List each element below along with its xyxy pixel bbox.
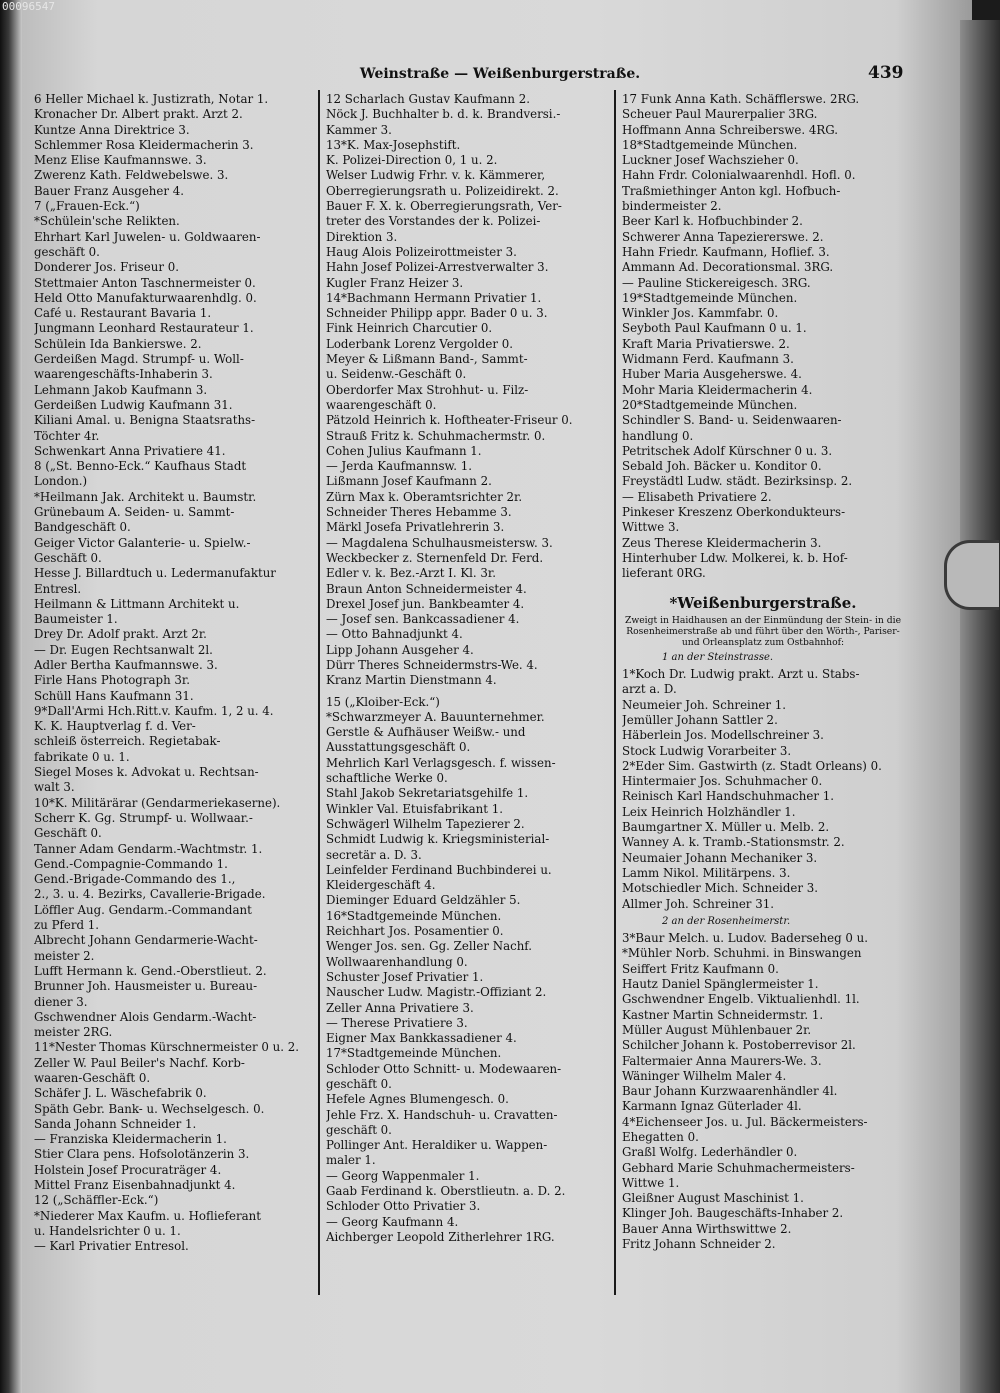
directory-entry: Märkl Josefa Privatlehrerin 3. <box>326 520 505 535</box>
directory-entry: Karmann Ignaz Güterlader 4l. <box>622 1099 802 1114</box>
page-number: 439 <box>868 63 904 83</box>
directory-entry: Ammann Ad. Decorationsmal. 3RG. <box>622 260 834 275</box>
directory-entry: Beer Karl k. Hofbuchbinder 2. <box>622 214 803 229</box>
directory-entry: 12 („Schäffler-Eck.“) <box>34 1193 159 1208</box>
directory-entry: fabrikate 0 u. 1. <box>34 749 130 764</box>
directory-entry: Gerdeißen Ludwig Kaufmann 31. <box>34 397 233 412</box>
directory-entry: Freystädtl Ludw. städt. Bezirksinsp. 2. <box>622 474 853 489</box>
directory-entry: 20*Stadtgemeinde München. <box>622 397 798 412</box>
directory-entry: Schneider Philipp appr. Bader 0 u. 3. <box>326 306 548 321</box>
directory-entry: Kraft Maria Privatierswe. 2. <box>622 336 790 351</box>
directory-entry: Firle Hans Photograph 3r. <box>34 673 191 688</box>
directory-entry: Winkler Jos. Kammfabr. 0. <box>622 306 779 321</box>
directory-entry: Neumeier Joh. Schreiner 1. <box>622 697 787 712</box>
directory-entry: Tanner Adam Gendarm.-Wachtmstr. 1. <box>34 841 263 856</box>
directory-entry: Kiliani Amal. u. Benigna Staatsraths- <box>34 413 256 428</box>
directory-entry: London.) <box>34 474 88 489</box>
directory-entry: Nöck J. Buchhalter b. d. k. Brandversi.- <box>326 107 561 122</box>
directory-entry: *Mühler Norb. Schuhmi. in Binswangen <box>622 946 862 961</box>
directory-entry: Kranz Martin Dienstmann 4. <box>326 673 497 688</box>
directory-entry: waarengeschäft 0. <box>326 397 437 412</box>
directory-entry: *Schwarzmeyer A. Bauunternehmer. <box>326 709 545 724</box>
directory-entry: Hesse J. Billardtuch u. Ledermanufaktur <box>34 566 276 581</box>
directory-entry: Hefele Agnes Blumengesch. 0. <box>326 1092 509 1107</box>
directory-entry: Petritschek Adolf Kürschner 0 u. 3. <box>622 443 833 458</box>
directory-column-3 <box>622 92 904 1252</box>
directory-entry: 3*Baur Melch. u. Ludov. Baderseheg 0 u. <box>622 931 868 946</box>
directory-entry: secretär a. D. 3. <box>326 847 422 862</box>
column-rule <box>318 90 320 1295</box>
directory-entry: 4*Eichenseer Jos. u. Jul. Bäckermeisters- <box>622 1114 868 1129</box>
directory-entry: — Josef sen. Bankcassadiener 4. <box>326 612 520 627</box>
directory-entry: Schloder Otto Schnitt- u. Modewaaren- <box>326 1061 562 1076</box>
directory-entry: Drey Dr. Adolf prakt. Arzt 2r. <box>34 627 207 642</box>
directory-entry: Schlemmer Rosa Kleidermacherin 3. <box>34 137 254 152</box>
directory-entry: 9*Dall'Armi Hch.Ritt.v. Kaufm. 1, 2 u. 4. <box>34 703 274 718</box>
directory-entry: Direktion 3. <box>326 229 398 244</box>
directory-entry: Schloder Otto Privatier 3. <box>326 1199 481 1214</box>
directory-entry: Wittwe 1. <box>622 1175 680 1190</box>
directory-entry: Leinfelder Ferdinand Buchbinderei u. <box>326 862 552 877</box>
directory-entry: Heilmann & Littmann Architekt u. <box>34 596 240 611</box>
directory-entry: Wenger Jos. sen. Gg. Zeller Nachf. <box>326 939 533 954</box>
directory-entry: treter des Vorstandes der k. Polizei- <box>326 214 541 229</box>
directory-entry: u. Handelsrichter 0 u. 1. <box>34 1223 181 1238</box>
directory-entry: Schilcher Johann k. Postoberrevisor 2l. <box>622 1038 856 1053</box>
directory-entry: walt 3. <box>34 780 75 795</box>
directory-entry: Kammer 3. <box>326 122 392 137</box>
directory-entry: zu Pferd 1. <box>34 918 100 933</box>
directory-entry: — Franziska Kleidermacherin 1. <box>34 1132 227 1147</box>
directory-entry: Bandgeschäft 0. <box>34 520 131 535</box>
directory-entry: u. Seidenw.-Geschäft 0. <box>326 367 467 382</box>
directory-entry: Hahn Friedr. Kaufmann, Hoflief. 3. <box>622 244 830 259</box>
directory-entry: Edler v. k. Bez.-Arzt I. Kl. 3r. <box>326 566 497 581</box>
directory-entry: Zeller W. Paul Beiler's Nachf. Korb- <box>34 1055 245 1070</box>
directory-entry: 10*K. Militärärar (Gendarmeriekaserne). <box>34 795 281 810</box>
directory-entry: diener 3. <box>34 994 88 1009</box>
directory-column-2 <box>326 92 612 1245</box>
running-head: Weinstraße — Weißenburgerstraße. <box>359 66 641 82</box>
directory-entry: Fink Heinrich Charcutier 0. <box>326 321 493 336</box>
directory-entry: Brunner Joh. Hausmeister u. Bureau- <box>34 979 258 994</box>
directory-entry: 6 Heller Michael k. Justizrath, Notar 1. <box>34 92 269 106</box>
directory-entry: Schwägerl Wilhelm Tapezierer 2. <box>326 816 525 831</box>
directory-entry: Baumeister 1. <box>34 612 118 627</box>
directory-entry: Zeller Anna Privatiere 3. <box>326 1000 474 1015</box>
directory-entry: Holstein Josef Procuraträger 4. <box>34 1162 222 1177</box>
directory-entry: Geschäft 0. <box>34 826 102 841</box>
directory-entry: Schwenkart Anna Privatiere 41. <box>34 443 226 458</box>
directory-entry: Klinger Joh. Baugeschäfts-Inhaber 2. <box>622 1206 844 1221</box>
directory-entry: Gend.-Brigade-Commando des 1., <box>34 872 236 887</box>
directory-entry: Gerstle & Aufhäuser Weißw.- und <box>326 725 526 740</box>
directory-entry: Scheuer Paul Maurerpalier 3RG. <box>622 107 818 122</box>
directory-entry: lieferant 0RG. <box>622 566 706 581</box>
directory-entry: Dieminger Eduard Geldzähler 5. <box>326 893 521 908</box>
directory-entry: Pätzold Heinrich k. Hoftheater-Friseur 0. <box>326 413 573 428</box>
directory-entry: Schäfer J. L. Wäschefabrik 0. <box>34 1086 207 1101</box>
directory-entry: Sanda Johann Schneider 1. <box>34 1116 197 1131</box>
directory-entry: Reinisch Karl Handschuhmacher 1. <box>622 789 834 804</box>
directory-entry: Bauer Anna Wirthswittwe 2. <box>622 1221 792 1236</box>
directory-entry: — Pauline Stickereigesch. 3RG. <box>622 275 811 290</box>
directory-entry: Held Otto Manufakturwaarenhdlg. 0. <box>34 290 257 305</box>
directory-entry: 19*Stadtgemeinde München. <box>622 290 798 305</box>
directory-entry: Gschwendner Alois Gendarm.-Wacht- <box>34 1009 257 1024</box>
directory-entry: Reichhart Jos. Posamentier 0. <box>326 924 504 939</box>
directory-entry: Gaab Ferdinand k. Oberstlieutn. a. D. 2. <box>326 1184 566 1199</box>
directory-entry: Hoffmann Anna Schreiberswe. 4RG. <box>622 122 839 137</box>
directory-entry: Hahn Frdr. Colonialwaarenhdl. Hofl. 0. <box>622 168 856 183</box>
directory-entry: Schindler S. Band- u. Seidenwaaren- <box>622 413 842 428</box>
directory-entry: Aichberger Leopold Zitherlehrer 1RG. <box>326 1229 555 1244</box>
directory-entry: Lipp Johann Ausgeher 4. <box>326 642 474 657</box>
directory-entry: Baur Johann Kurzwaarenhändler 4l. <box>622 1084 838 1099</box>
directory-entry: waaren-Geschäft 0. <box>34 1071 151 1085</box>
directory-entry: Huber Maria Ausgeherswe. 4. <box>622 367 802 382</box>
directory-entry: Hintermaier Jos. Schuhmacher 0. <box>622 774 823 789</box>
directory-entry: 12 Scharlach Gustav Kaufmann 2. <box>326 92 530 106</box>
directory-entry: Müller August Mühlenbauer 2r. <box>622 1022 812 1037</box>
directory-entry: Gend.-Compagnie-Commando 1. <box>34 856 228 871</box>
directory-entry: schleiß österreich. Regietabak- <box>34 734 221 749</box>
directory-entry: Ehrhart Karl Juwelen- u. Goldwaaren- <box>34 229 261 244</box>
directory-entry: Lißmann Josef Kaufmann 2. <box>326 474 492 489</box>
directory-entry: Scherr K. Gg. Strumpf- u. Wollwaar.- <box>34 810 253 825</box>
directory-entry: — Magdalena Schulhausmeistersw. 3. <box>326 535 553 550</box>
directory-entry: Allmer Joh. Schreiner 31. <box>622 896 774 911</box>
directory-entry: geschäft 0. <box>326 1077 392 1091</box>
directory-entry: Schmidt Ludwig k. Kriegsministerial- <box>326 832 550 847</box>
directory-entry: — Therese Privatiere 3. <box>326 1015 468 1030</box>
directory-entry: 17*Stadtgemeinde München. <box>326 1046 502 1061</box>
scan-id: 00096547 <box>2 0 55 13</box>
directory-entry: Siegel Moses k. Advokat u. Rechtsan- <box>34 765 259 780</box>
directory-entry: Gebhard Marie Schuhmachermeisters- <box>622 1160 855 1175</box>
directory-entry: Meyer & Lißmann Band-, Sammt- <box>326 352 528 367</box>
directory-entry: 2., 3. u. 4. Bezirks, Cavallerie-Brigade. <box>34 887 266 902</box>
directory-entry: Gleißner August Maschinist 1. <box>622 1191 804 1206</box>
directory-entry: Schülein Ida Bankierswe. 2. <box>34 336 202 351</box>
directory-entry: — Georg Wappenmaler 1. <box>326 1168 480 1183</box>
directory-entry: Häberlein Jos. Modellschreiner 3. <box>622 728 824 743</box>
directory-entry: — Jerda Kaufmannsw. 1. <box>326 459 472 474</box>
directory-entry: Gschwendner Engelb. Viktualienhdl. 1l. <box>622 992 860 1007</box>
directory-entry: Faltermaier Anna Maurers-We. 3. <box>622 1053 822 1068</box>
directory-entry: 11*Nester Thomas Kürschnermeister 0 u. 2. <box>34 1040 299 1055</box>
directory-entry: Ehegatten 0. <box>622 1130 699 1144</box>
crossing-marker: 2 an der Rosenheimerstr. <box>662 915 791 927</box>
directory-entry: Zwerenz Kath. Feldwebelswe. 3. <box>34 168 229 183</box>
directory-entry: Geiger Victor Galanterie- u. Spielw.- <box>34 535 251 550</box>
directory-entry: Hahn Josef Polizei-Arrestverwalter 3. <box>326 260 549 275</box>
directory-entry: Luckner Josef Wachszieher 0. <box>622 153 799 168</box>
directory-entry: Mehrlich Karl Verlagsgesch. f. wissen- <box>326 755 556 770</box>
directory-entry: bindermeister 2. <box>622 199 722 214</box>
directory-entry: Fritz Johann Schneider 2. <box>622 1237 776 1252</box>
directory-entry: Zürn Max k. Oberamtsrichter 2r. <box>326 489 523 504</box>
directory-entry: arzt a. D. <box>622 682 677 697</box>
directory-entry: Baumgartner X. Müller u. Melb. 2. <box>622 820 830 835</box>
directory-entry: Winkler Val. Etuisfabrikant 1. <box>326 801 503 816</box>
page-edge <box>960 20 1000 1393</box>
directory-entry: Adler Bertha Kaufmannswe. 3. <box>34 657 218 672</box>
directory-entry: meister 2RG. <box>34 1025 113 1040</box>
directory-entry: Pollinger Ant. Heraldiker u. Wappen- <box>326 1138 548 1153</box>
directory-entry: Donderer Jos. Friseur 0. <box>34 260 179 275</box>
directory-entry: Entresl. <box>34 581 82 596</box>
directory-entry: Hautz Daniel Spänglermeister 1. <box>622 977 819 992</box>
directory-entry: 14*Bachmann Hermann Privatier 1. <box>326 290 542 305</box>
crossing-marker: 1 an der Steinstrasse. <box>662 651 774 663</box>
directory-entry: 1*Koch Dr. Ludwig prakt. Arzt u. Stabs- <box>622 667 860 682</box>
directory-entry: geschäft 0. <box>34 244 100 259</box>
directory-entry: — Karl Privatier Entresol. <box>34 1239 189 1254</box>
directory-entry: Loderbank Lorenz Vergolder 0. <box>326 336 513 351</box>
directory-entry: Braun Anton Schneidermeister 4. <box>326 581 527 596</box>
directory-entry: 8 („St. Benno-Eck.“ Kaufhaus Stadt <box>34 459 247 474</box>
directory-entry: Lehmann Jakob Kaufmann 3. <box>34 382 208 397</box>
street-description: Zweigt in Haidhausen an der Einmündung der Stein- in die Rosenheimerstraße ab und führt über den Wörth-, Pariser- und Orleansplatz zum Ostbahnhof: <box>624 614 902 648</box>
directory-entry: Geschäft 0. <box>34 550 102 565</box>
directory-entry: 2*Eder Sim. Gastwirth (z. Stadt Orleans) 0. <box>622 758 882 773</box>
directory-entry: Lufft Hermann k. Gend.-Oberstlieut. 2. <box>34 963 267 978</box>
directory-entry: Löffler Aug. Gendarm.-Commandant <box>34 902 252 917</box>
directory-entry: Widmann Ferd. Kaufmann 3. <box>622 352 794 367</box>
directory-entry: Kuntze Anna Direktrice 3. <box>34 122 190 137</box>
directory-entry: 13*K. Max-Josephstift. <box>326 137 461 152</box>
directory-entry: Sebald Joh. Bäcker u. Konditor 0. <box>622 459 822 474</box>
directory-entry: Späth Gebr. Bank- u. Wechselgesch. 0. <box>34 1101 265 1116</box>
directory-entry: Strauß Fritz k. Schuhmachermstr. 0. <box>326 428 546 443</box>
book-spine <box>0 0 22 1393</box>
directory-entry: Schüll Hans Kaufmann 31. <box>34 688 194 703</box>
directory-entry: Nauscher Ludw. Magistr.-Offiziant 2. <box>326 985 547 1000</box>
directory-entry: Ausstattungsgeschäft 0. <box>326 740 471 755</box>
street-heading: *Weißenburgerstraße. <box>669 593 857 612</box>
directory-entry: — Otto Bahnadjunkt 4. <box>326 627 463 642</box>
directory-entry: Dürr Theres Schneidermstrs-We. 4. <box>326 657 538 672</box>
directory-entry: Jehle Frz. X. Handschuh- u. Cravatten- <box>326 1107 558 1122</box>
directory-entry: *Niederer Max Kaufm. u. Hoflieferant <box>34 1208 261 1223</box>
directory-entry: maler 1. <box>326 1153 376 1168</box>
directory-entry: Stahl Jakob Sekretariatsgehilfe 1. <box>326 786 529 801</box>
directory-entry: handlung 0. <box>622 428 694 443</box>
directory-entry: meister 2. <box>34 948 95 963</box>
directory-entry: Schneider Theres Hebamme 3. <box>326 505 512 520</box>
directory-entry: Bauer F. X. k. Oberregierungsrath, Ver- <box>326 199 562 214</box>
directory-entry: Kronacher Dr. Albert prakt. Arzt 2. <box>34 107 243 122</box>
directory-entry: Eigner Max Bankkassadiener 4. <box>326 1031 517 1046</box>
directory-entry: — Georg Kaufmann 4. <box>326 1214 459 1229</box>
directory-entry: Jemüller Johann Sattler 2. <box>622 712 778 727</box>
directory-entry: Schwerer Anna Tapeziererswe. 2. <box>622 229 824 244</box>
directory-entry: — Elisabeth Privatiere 2. <box>622 489 772 504</box>
directory-entry: schaftliche Werke 0. <box>326 771 448 786</box>
directory-entry: Café u. Restaurant Bavaria 1. <box>34 306 212 321</box>
directory-entry: Drexel Josef jun. Bankbeamter 4. <box>326 596 525 611</box>
directory-entry: Weckbecker z. Sternenfeld Dr. Ferd. <box>326 550 544 565</box>
directory-entry: 7 („Frauen-Eck.“) <box>34 199 140 214</box>
directory-entry: Haug Alois Polizeirottmeister 3. <box>326 244 517 259</box>
directory-entry: waarengeschäfts-Inhaberin 3. <box>34 367 213 382</box>
directory-entry: *Heilmann Jak. Architekt u. Baumstr. <box>34 489 257 504</box>
directory-entry: Kugler Franz Heizer 3. <box>326 275 464 290</box>
directory-entry: Leix Heinrich Holzhändler 1. <box>622 804 796 819</box>
directory-entry: Lamm Nikol. Militärpens. 3. <box>622 865 791 880</box>
directory-entry: Kastner Martin Schneidermstr. 1. <box>622 1007 824 1022</box>
directory-entry: Stock Ludwig Vorarbeiter 3. <box>622 743 792 758</box>
directory-entry: Jungmann Leonhard Restaurateur 1. <box>34 321 254 336</box>
directory-entry: Graßl Wolfg. Lederhändler 0. <box>622 1145 798 1160</box>
directory-entry: 17 Funk Anna Kath. Schäfflerswe. 2RG. <box>622 92 860 106</box>
directory-entry: Albrecht Johann Gendarmerie-Wacht- <box>34 933 258 948</box>
directory-entry: Seiffert Fritz Kaufmann 0. <box>622 961 779 976</box>
directory-entry: Oberregierungsrath u. Polizeidirekt. 2. <box>326 183 559 198</box>
column-rule <box>614 90 616 1295</box>
directory-entry: Pinkeser Kreszenz Oberkondukteurs- <box>622 505 846 520</box>
directory-entry: 16*Stadtgemeinde München. <box>326 908 502 923</box>
directory-entry: Mohr Maria Kleidermacherin 4. <box>622 382 813 397</box>
directory-entry: Mittel Franz Eisenbahnadjunkt 4. <box>34 1178 236 1193</box>
directory-entry: 18*Stadtgemeinde München. <box>622 137 798 152</box>
directory-entry: 15 („Kloiber-Eck.“) <box>326 694 440 709</box>
directory-entry: Töchter 4r. <box>34 428 100 443</box>
directory-entry: Welser Ludwig Frhr. v. k. Kämmerer, <box>326 168 546 183</box>
directory-entry: K. K. Hauptverlag f. d. Ver- <box>34 719 196 734</box>
directory-entry: — Dr. Eugen Rechtsanwalt 2l. <box>34 642 213 657</box>
directory-entry: K. Polizei-Direction 0, 1 u. 2. <box>326 153 498 168</box>
directory-entry: Wäninger Wilhelm Maler 4. <box>622 1068 787 1083</box>
directory-entry: Wanney A. k. Tramb.-Stationsmstr. 2. <box>622 835 845 850</box>
directory-entry: Stettmaier Anton Taschnermeister 0. <box>34 275 256 290</box>
directory-entry: Oberdorfer Max Strohhut- u. Filz- <box>326 382 529 397</box>
directory-entry: Cohen Julius Kaufmann 1. <box>326 443 482 458</box>
directory-entry: Traßmiethinger Anton kgl. Hofbuch- <box>622 183 841 198</box>
directory-entry: Stier Clara pens. Hofsolotänzerin 3. <box>34 1147 250 1162</box>
directory-entry: *Schülein'sche Relikten. <box>34 214 180 229</box>
directory-entry: Seyboth Paul Kaufmann 0 u. 1. <box>622 321 807 336</box>
directory-entry: Grünebaum A. Seiden- u. Sammt- <box>34 505 235 520</box>
directory-entry: Zeus Therese Kleidermacherin 3. <box>622 535 822 550</box>
directory-entry: Hinterhuber Ldw. Molkerei, k. b. Hof- <box>622 550 848 565</box>
directory-entry: Gerdeißen Magd. Strumpf- u. Woll- <box>34 352 244 367</box>
directory-entry: Menz Elise Kaufmannswe. 3. <box>34 153 207 168</box>
directory-entry: Bauer Franz Ausgeher 4. <box>34 183 185 198</box>
directory-entry: Neumaier Johann Mechaniker 3. <box>622 850 818 865</box>
directory-entry: Wollwaarenhandlung 0. <box>326 954 468 969</box>
directory-entry: Wittwe 3. <box>622 520 680 535</box>
thumb-index-tab <box>944 540 999 610</box>
directory-entry: Schuster Josef Privatier 1. <box>326 969 484 984</box>
directory-column-1 <box>34 92 316 1255</box>
directory-entry: Kleidergeschäft 4. <box>326 878 436 893</box>
directory-entry: geschäft 0. <box>326 1122 392 1137</box>
directory-entry: Motschiedler Mich. Schneider 3. <box>622 881 819 896</box>
